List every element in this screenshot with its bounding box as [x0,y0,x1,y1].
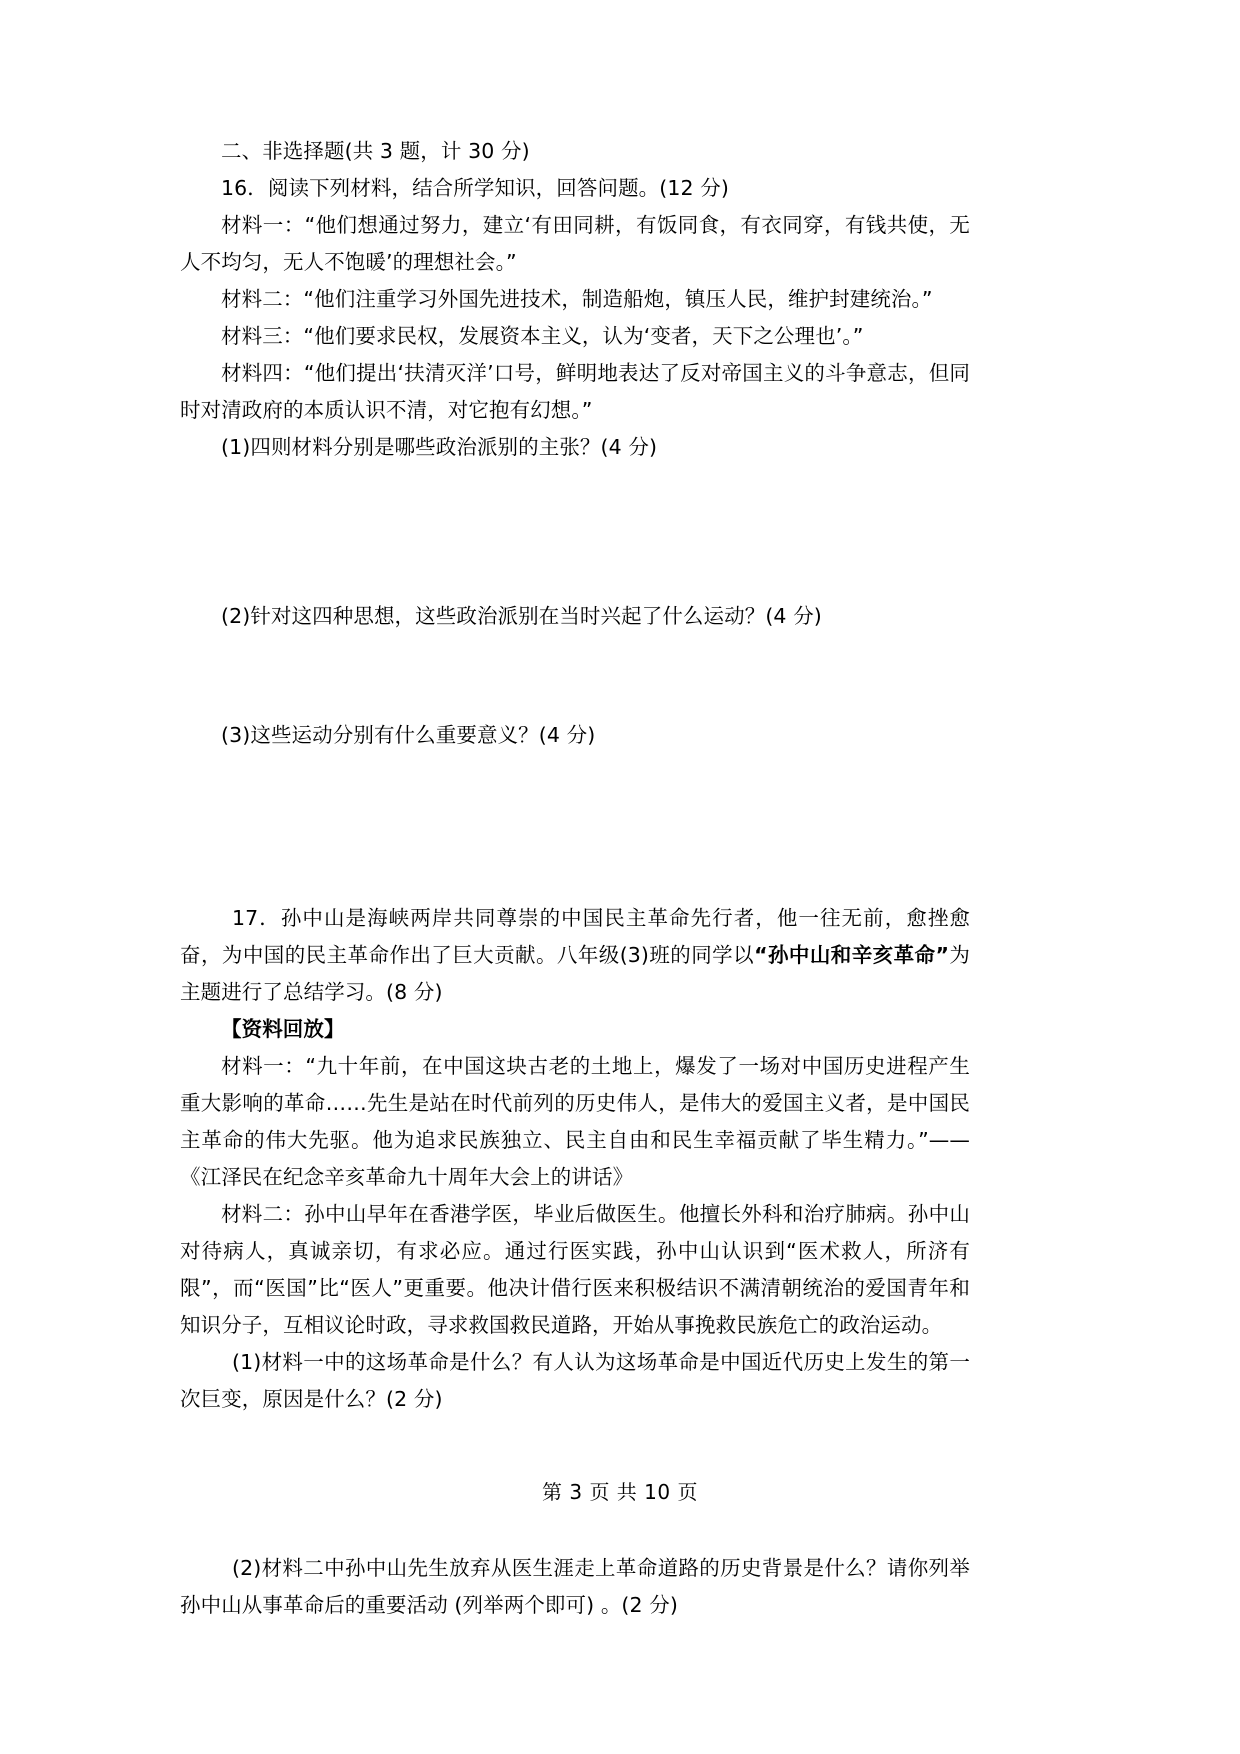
question-17-sub-2: (2)材料二中孙中山先生放弃从医生涯走上革命道路的历史背景是什么？请你列举孙中山从事革命后的重要活动 (列举两个即可) 。(2 分) [180,1556,970,1617]
question-17-stem-part1: 17．孙中山是海峡两岸共同尊崇的中国民主革命先行者，他一往无前，愈挫愈奋，为中国的民主革命作出了巨大贡献。八年级(3)班的同学以 [180,906,970,967]
question-17-section-label: 【资料回放】 [221,1017,345,1041]
question-17-material-1: 材料一：“九十年前，在中国这块古老的土地上，爆发了一场对中国历史进程产生重大影响的革命……先生是站在时代前列的历史伟人，是伟大的爱国主义者，是中国民主革命的伟大先驱。他为追求民族独立、民主自由和民生幸福贡献了毕生精力。”——《江泽民在纪念辛亥革命九十周年大会上的讲话》 [180,1054,970,1189]
question-16-material-1: 材料一：“他们想通过努力，建立‘有田同耕，有饭同食，有衣同穿，有钱共使，无人不均匀，无人不饱暖’的理想社会。” [180,213,970,274]
answer-space-16-2 [180,635,970,717]
question-16-material-3: 材料三：“他们要求民权，发展资本主义，认为‘变者，天下之公理也’。” [221,324,864,348]
question-17-stem-theme: “孙中山和辛亥革命” [754,943,950,967]
question-17-stem-part2: 为主题进行了总结学习。(8 分) [180,943,971,1004]
question-17-material-2: 材料二：孙中山早年在香港学医，毕业后做医生。他擅长外科和治疗肺病。孙中山对待病人，真诚亲切，有求必应。通过行医实践，孙中山认识到“医术救人，所济有限”，而“医国”比“医人”更重要。他决计借行医来积极结识不满清朝统治的爱国青年和知识分子，互相议论时政，寻求救国救民道路，开始从事挽救民族危亡的政治运动。 [180,1202,970,1337]
section-heading: 二、非选择题(共 3 题，计 30 分) [221,139,530,163]
page-footer: 第 3 页 共 10 页 [542,1480,698,1504]
answer-space-16-3 [180,754,970,900]
question-16-sub-2: (2)针对这四种思想，这些政治派别在当时兴起了什么运动？(4 分) [221,604,822,628]
question-16-sub-1: (1)四则材料分别是哪些政治派别的主张？(4 分) [221,435,658,459]
question-16-material-2: 材料二：“他们注重学习外国先进技术，制造船炮，镇压人民，维护封建统治。” [221,287,933,311]
question-16-material-4: 材料四：“他们提出‘扶清灭洋’口号，鲜明地表达了反对帝国主义的斗争意志，但同时对清政府的本质认识不清，对它抱有幻想。” [180,361,970,422]
answer-space-16-1 [180,466,970,598]
page-content [180,133,970,1624]
question-16-stem: 16．阅读下列材料，结合所学知识，回答问题。(12 分) [221,176,729,200]
question-16-sub-3: (3)这些运动分别有什么重要意义？(4 分) [221,723,596,747]
question-17-stem [180,900,970,1011]
question-17-sub-1: (1)材料一中的这场革命是什么？有人认为这场革命是中国近代历史上发生的第一次巨变，原因是什么？(2 分) [180,1350,970,1411]
